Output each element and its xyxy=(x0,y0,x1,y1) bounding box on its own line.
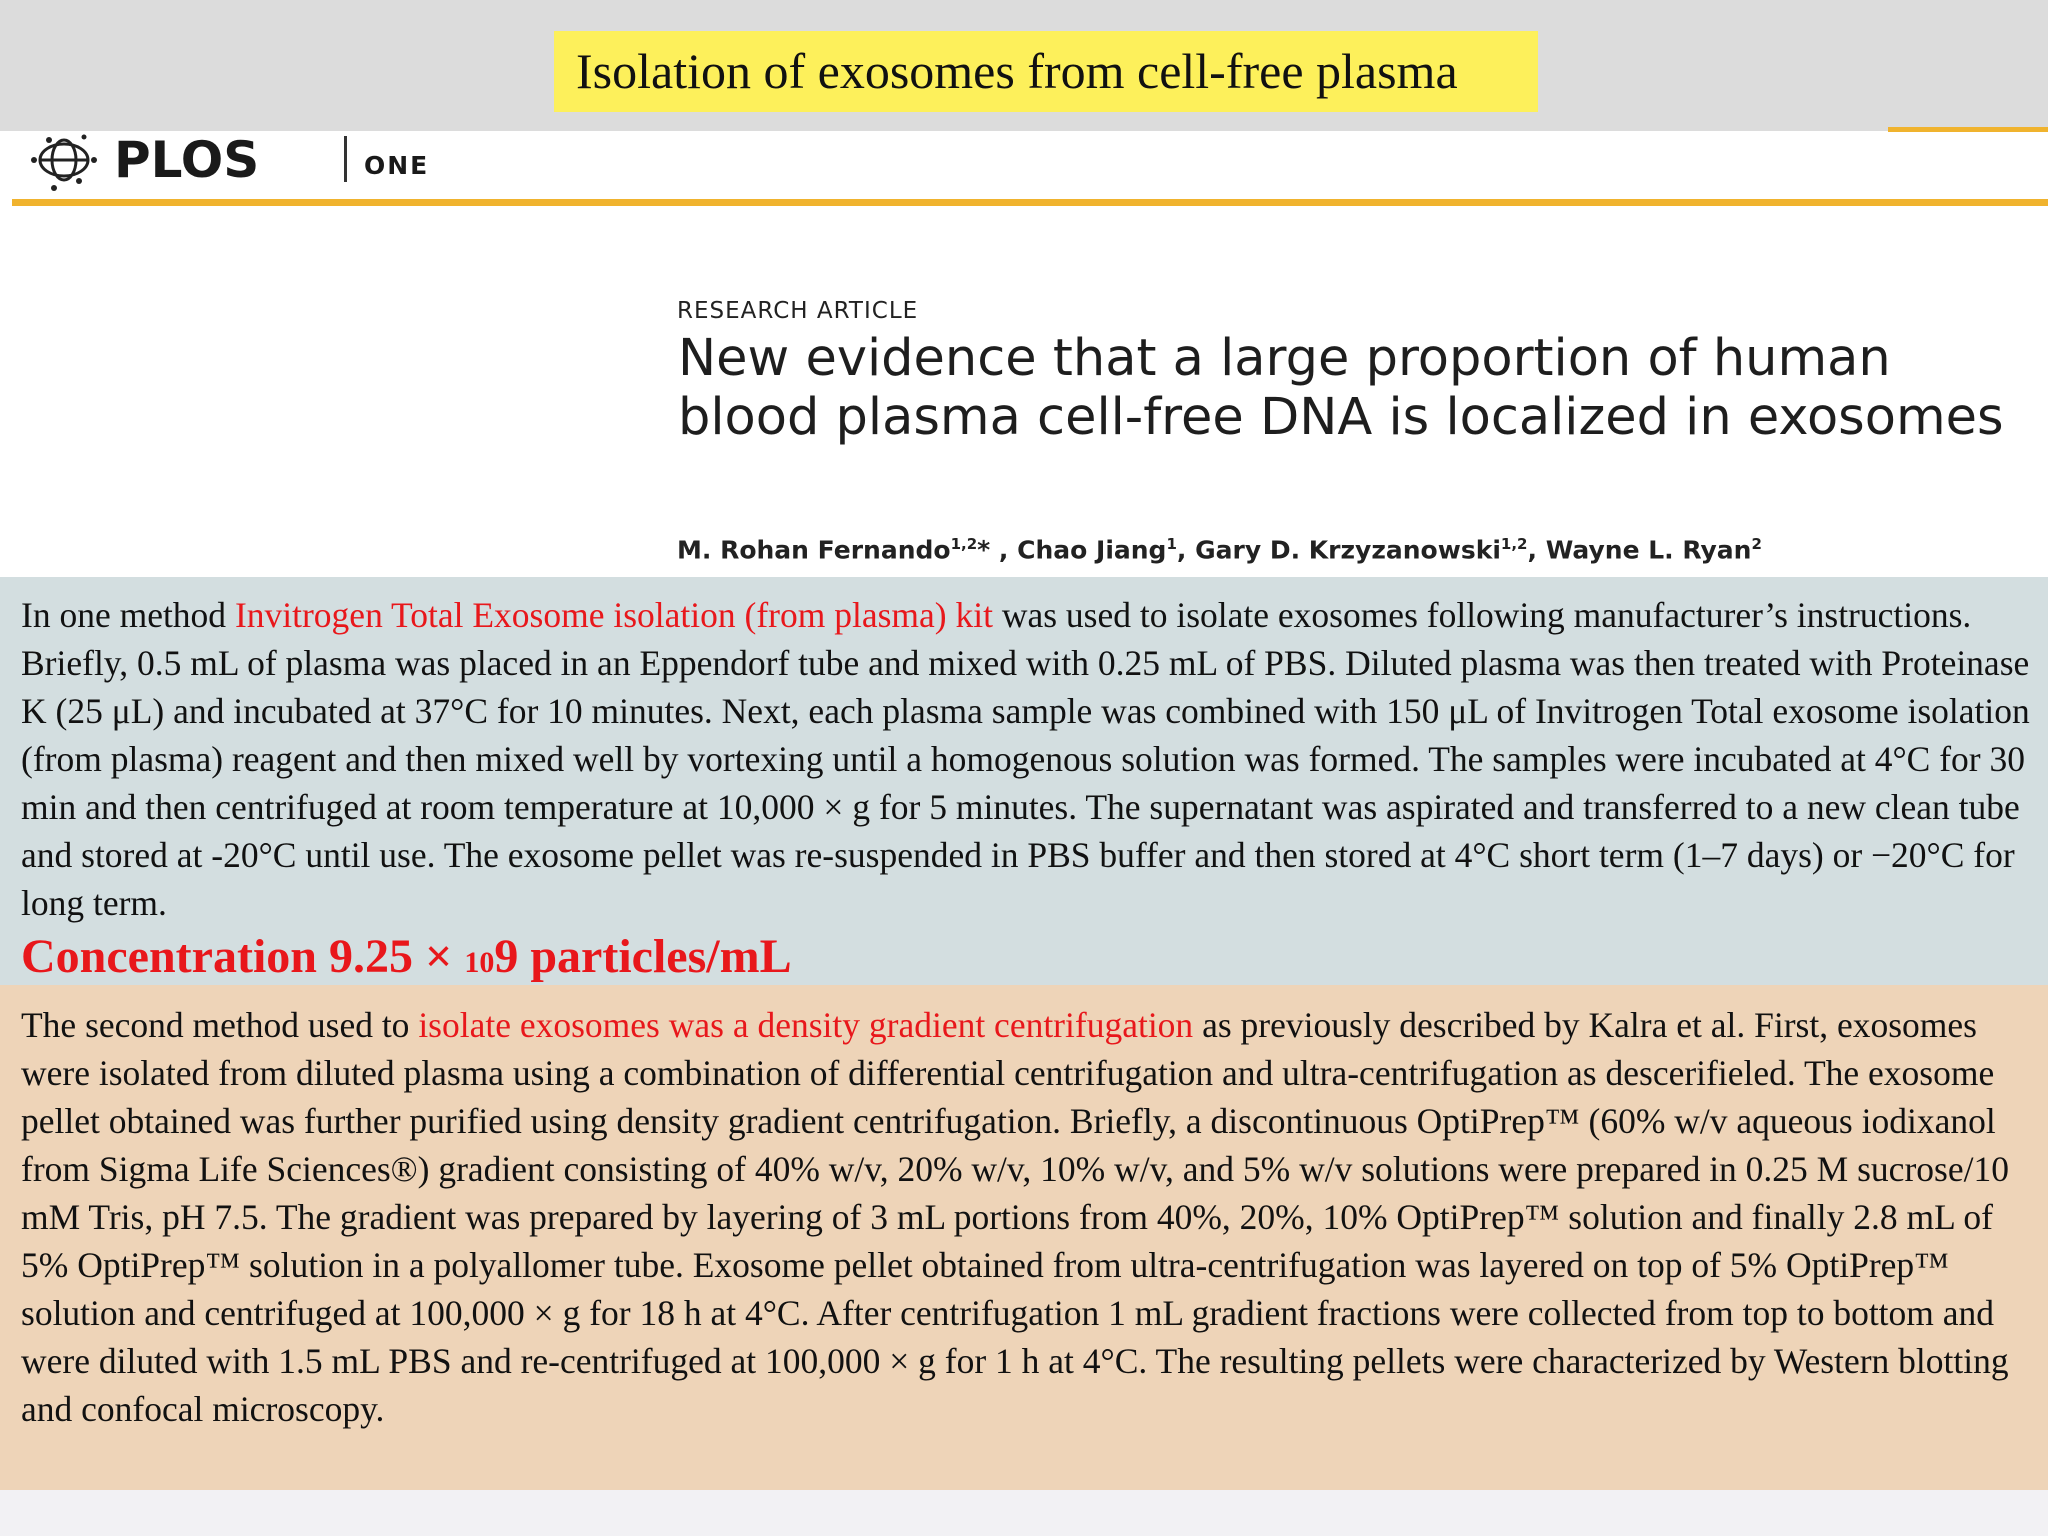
plos-one-logo xyxy=(14,131,464,193)
slide-title: Isolation of exosomes from cell-free plasma xyxy=(554,31,1538,112)
author-list xyxy=(677,535,1762,564)
concentration-statement xyxy=(21,929,792,991)
author-name: M. Rohan Fernando xyxy=(677,535,951,565)
method-one-body: was used to isolate exosomes following manufacturer’s instructions. Briefly, 0.5 mL of plasma was placed in an Eppendorf tube and mixed with 0.25 mL of PBS. Diluted plasma was then treated with Proteinase K (25 μL) and incubated at 37°C for 10 minutes. Next, each plasma sample was combined with 150 μL of Invitrogen Total exosome isolation (from plasma) reagent and then mixed well by vortexing until a homogenous solution was formed. The samples were incubated at 4°C for 30 min and then centrifuged at room temperature at 10,000 × g for 5 minutes. The supernatant was aspirated and transferred to a new clean tube and stored at -20°C until use. The exosome pellet was re-suspended in PBS buffer and then stored at 4°C short term (1–7 days) or −20°C for long term. xyxy=(21,595,2030,923)
plos-globe-icon xyxy=(40,140,88,180)
author-separator: * , xyxy=(977,535,1018,565)
svg-text:ONE: ONE xyxy=(364,151,430,180)
concentration-suffix: 9 particles/mL xyxy=(494,930,792,983)
author-affiliation: 1,2 xyxy=(1500,535,1528,553)
method-two-highlight: isolate exosomes was a density gradient centrifugation xyxy=(418,1005,1194,1045)
method-one-paragraph xyxy=(21,591,2031,927)
author-affiliation: 1,2 xyxy=(950,535,978,553)
method-two-section xyxy=(0,985,2048,1490)
concentration-prefix: Concentration 9.25 × xyxy=(21,930,465,983)
method-one-lead: In one method xyxy=(21,595,235,635)
author-name: Gary D. Krzyzanowski xyxy=(1195,535,1501,565)
author-affiliation: 2 xyxy=(1751,535,1762,553)
method-one-section xyxy=(0,577,2048,985)
author-name: Chao Jiang xyxy=(1017,535,1167,565)
article-header-image xyxy=(0,131,2048,577)
method-two-body: as previously described by Kalra et al. First, exosomes were isolated from diluted plasma using a combination of differential centrifugation and ultra-centrifugation as descerifieled. The exosome pellet obtained was further purified using density gradient centrifugation. Briefly, a discontinuous OptiPrep™ (60% w/v aqueous iodixanol from Sigma Life Sciences®) gradient consisting of 40% w/v, 20% w/v, 10% w/v, and 5% w/v solutions were prepared in 0.25 M sucrose/10 mM Tris, pH 7.5. The gradient was prepared by layering of 3 mL portions from 40%, 20%, 10% OptiPrep™ solution and finally 2.8 mL of 5% OptiPrep™ solution in a polyallomer tube. Exosome pellet obtained from ultra-centrifugation was layered on top of 5% OptiPrep™ solution and centrifuged at 100,000 × g for 18 h at 4°C. After centrifugation 1 mL gradient fractions were collected from top to bottom and were diluted with 1.5 mL PBS and re-centrifuged at 100,000 × g for 1 h at 4°C. The resulting pellets were characterized by Western blotting and confocal microscopy. xyxy=(21,1005,2009,1429)
svg-text:PLOS: PLOS xyxy=(114,131,260,189)
method-two-lead: The second method used to xyxy=(21,1005,419,1045)
method-two-paragraph xyxy=(21,1001,2031,1433)
gold-accent-bar xyxy=(1888,127,2048,132)
author-separator: , xyxy=(1527,535,1546,565)
method-one-kit-highlight: Invitrogen Total Exosome isolation (from plasma) kit xyxy=(234,595,993,635)
author-affiliation: 1 xyxy=(1166,535,1177,553)
article-title: New evidence that a large proportion of human blood plasma cell-free DNA is localized in exosomes xyxy=(678,329,2004,447)
research-article-label: RESEARCH ARTICLE xyxy=(677,298,919,324)
concentration-base: 10 xyxy=(464,946,495,979)
gold-rule xyxy=(12,199,2048,206)
author-name: Wayne L. Ryan xyxy=(1545,535,1752,565)
author-separator: , xyxy=(1176,535,1196,565)
